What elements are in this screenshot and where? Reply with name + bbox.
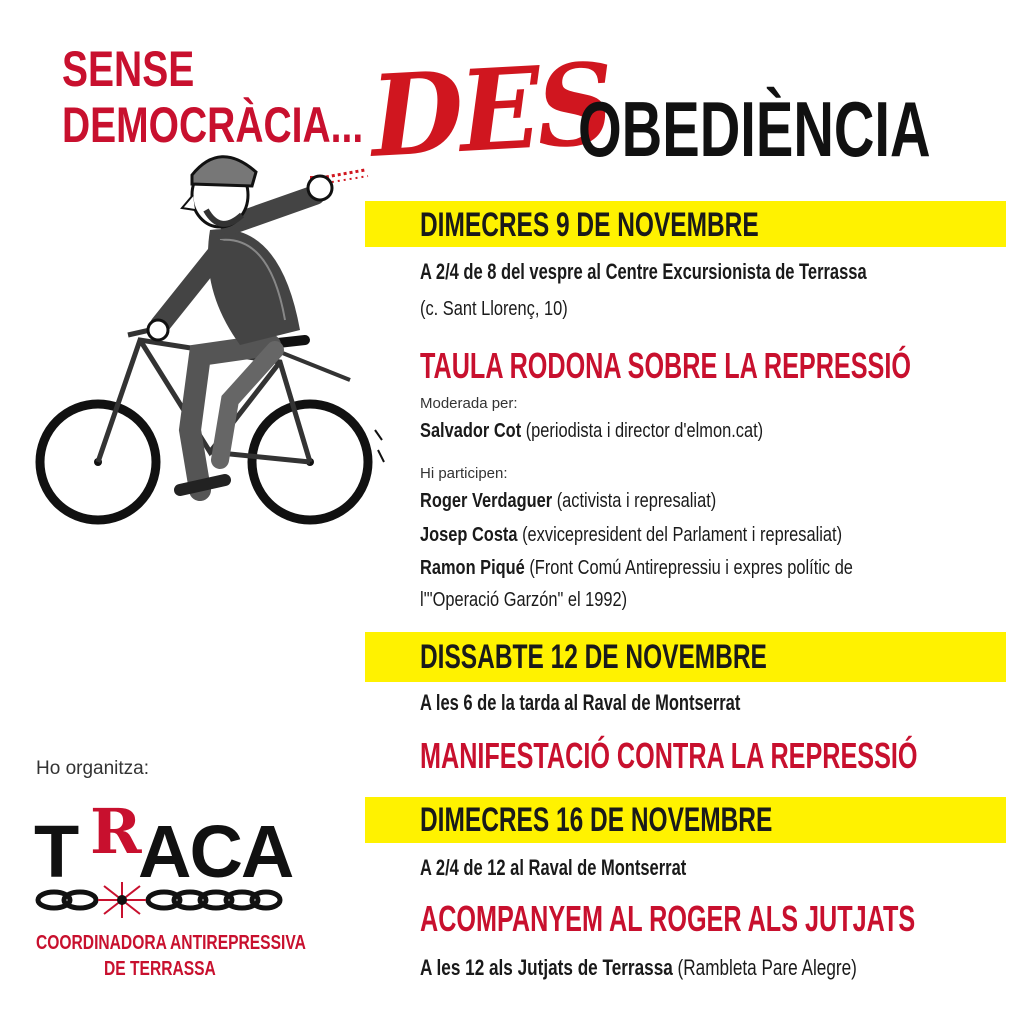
participant-3-desc-cont: l'"Operació Garzón" el 1992) xyxy=(420,589,628,611)
event-1-address: (c. Sant Llorenç, 10) xyxy=(420,298,568,320)
participant-1-desc: (activista i represaliat) xyxy=(552,490,717,512)
organizer-subtitle-1: COORDINADORA ANTIREPRESSIVA xyxy=(36,932,306,954)
headline-obediencia: OBEDIÈNCIA xyxy=(578,85,931,173)
event-2-time-place: A les 6 de la tarda al Raval de Montserrat xyxy=(420,690,741,715)
event-1-title: TAULA RODONA SOBRE LA REPRESSIÓ xyxy=(420,345,911,386)
broken-chain-icon xyxy=(34,880,284,920)
event-1-time-place: A 2/4 de 8 del vespre al Centre Excursionista de Terrassa xyxy=(420,259,867,284)
event-1-moderator xyxy=(420,420,763,443)
event-3-time-place: A 2/4 de 12 al Raval de Montserrat xyxy=(420,855,687,880)
participant-1-name: Roger Verdaguer xyxy=(420,490,553,512)
logo-letter-t: T xyxy=(34,810,80,893)
headline-des: DES xyxy=(368,38,613,183)
event-2-title: MANIFESTACIÓ CONTRA LA REPRESSIÓ xyxy=(420,735,918,776)
participant-1 xyxy=(420,490,716,513)
logo-letter-r: R xyxy=(90,795,142,868)
event-1-date: DIMECRES 9 DE NOVEMBRE xyxy=(420,206,759,244)
event-3-detail-rest: (Rambleta Pare Alegre) xyxy=(672,955,857,980)
event-3-detail xyxy=(420,955,857,981)
organizer-label: Ho organitza: xyxy=(36,758,150,779)
participant-3 xyxy=(420,557,853,580)
event-3-detail-bold: A les 12 als Jutjats de Terrassa xyxy=(420,955,673,980)
moderator-desc: (periodista i director d'elmon.cat) xyxy=(521,420,764,442)
traca-logo xyxy=(30,795,300,893)
event-1-moderated-label: Moderada per: xyxy=(420,395,518,412)
cyclist-illustration xyxy=(30,140,390,540)
headline-sense: SENSE xyxy=(62,41,195,97)
organizer-subtitle-2: DE TERRASSA xyxy=(104,958,216,980)
participant-2-name: Josep Costa xyxy=(420,524,518,546)
event-3-date: DIMECRES 16 DE NOVEMBRE xyxy=(420,801,773,839)
logo-letters-aca: ACA xyxy=(138,810,293,893)
participant-2-desc: (exvicepresident del Parlament i represaliat) xyxy=(517,524,843,546)
event-1-participants-label: Hi participen: xyxy=(420,465,508,482)
event-2-date: DISSABTE 12 DE NOVEMBRE xyxy=(420,638,767,676)
headline-democracia: DEMOCRÀCIA... xyxy=(62,97,364,153)
moderator-name: Salvador Cot xyxy=(420,420,522,442)
participant-3-name: Ramon Piqué xyxy=(420,557,525,579)
event-3-title: ACOMPANYEM AL ROGER ALS JUTJATS xyxy=(420,898,916,939)
participant-3-desc: (Front Comú Antirepressiu i expres polític de xyxy=(524,557,853,579)
participant-2 xyxy=(420,524,842,547)
